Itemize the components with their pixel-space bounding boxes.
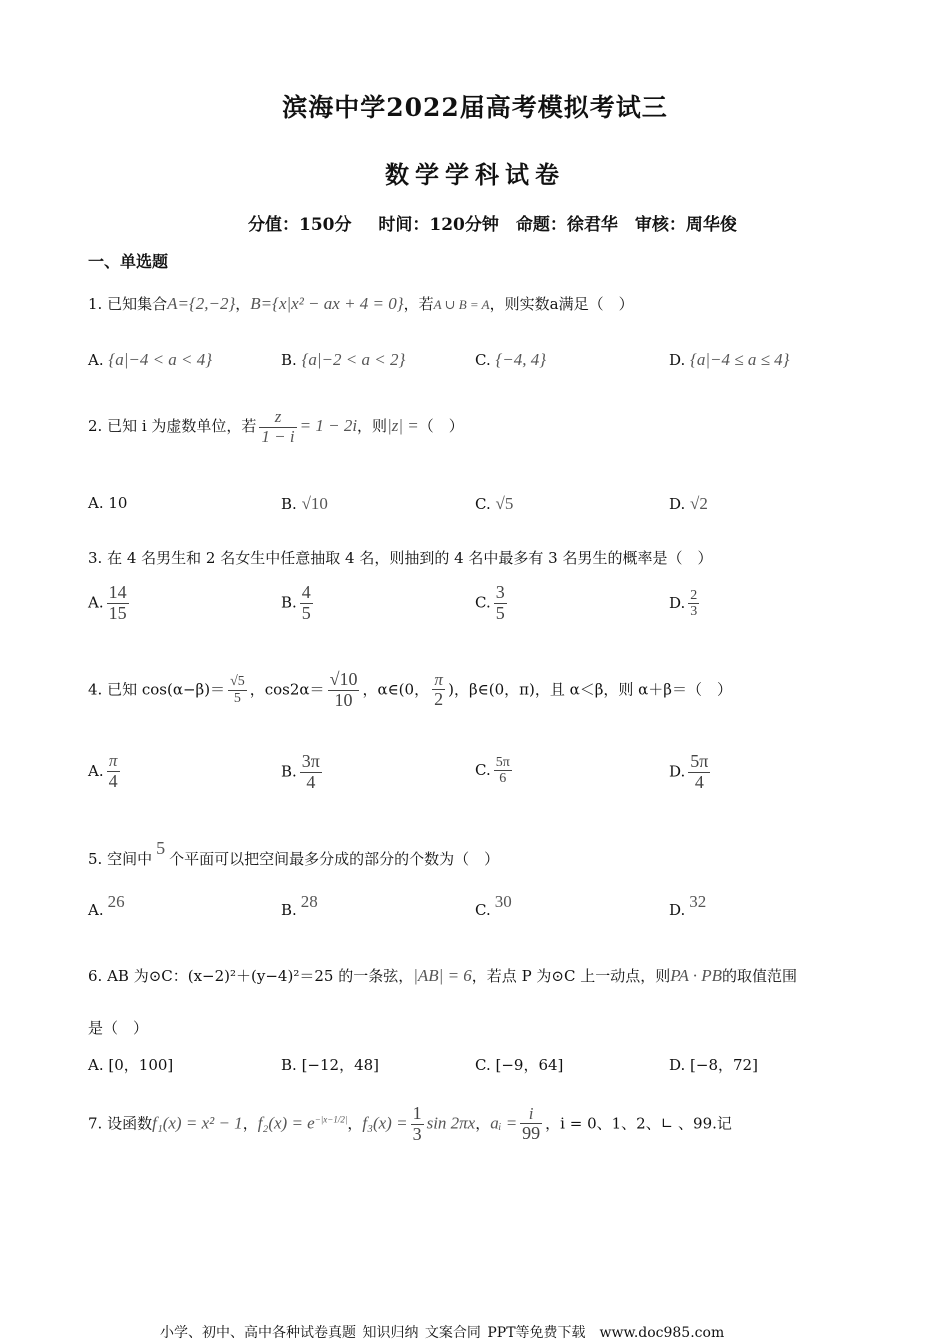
frac-den: 2 [434, 689, 444, 710]
exam-title: 滨海中学2022届高考模拟考试三 [282, 93, 668, 122]
option-label: A. [88, 761, 104, 780]
frac-den: 3 [412, 1123, 422, 1144]
q2-abs: |z| = [387, 416, 419, 436]
q1-option-b [281, 350, 405, 370]
frac-den: 5 [495, 602, 505, 623]
option-label: D. [669, 495, 686, 513]
option-label: B. [281, 1056, 297, 1074]
q7-text-pre: 7. 设函数 [88, 1114, 153, 1133]
q1-text-post: ，则实数a满足（ ） [489, 295, 634, 313]
option-fraction [494, 583, 507, 624]
option-value: √5 [495, 494, 514, 513]
q3-option-b [281, 583, 316, 624]
question-3: 3. 在 4 名男生和 2 名女生中任意抽取 4 名，则抽到的 4 名中最多有 3 名男生的概率是（ ） [88, 549, 713, 567]
option-label: A. [88, 351, 104, 369]
q6-math-pp: PA · PB [670, 966, 723, 985]
option-label: D. [669, 1056, 686, 1074]
frac-den: 99 [522, 1123, 541, 1144]
q6-option-c [475, 1054, 563, 1075]
question-5 [88, 838, 500, 869]
q6-option-d [669, 1054, 758, 1075]
option-label: D. [669, 593, 686, 612]
page-footer: 小学、初中、高中各种试卷真题 知识归纳 文案合同 PPT等免费下载 www.doc985.com [160, 1325, 725, 1341]
option-value: 32 [689, 892, 707, 911]
q2-fraction [259, 408, 296, 446]
q2-text-post: （ ） [418, 417, 464, 436]
q7-sep3: ， [475, 1114, 491, 1133]
question-1 [88, 294, 634, 315]
q4-text-mid1: ，cos2α＝ [249, 680, 325, 699]
frac-num: 4 [301, 582, 311, 602]
q2-text-mid: ，则 [357, 417, 388, 436]
q7-f2: f₂(x) = e [257, 1113, 315, 1133]
q4-option-b [281, 752, 325, 793]
option-value: [−8，72] [690, 1056, 758, 1074]
option-value: √2 [690, 494, 708, 513]
q7-sep2: ， [347, 1114, 363, 1133]
q6-option-b [281, 1054, 379, 1075]
option-fraction [107, 583, 129, 624]
option-label: A. [88, 494, 104, 512]
q7-text-post: ，i = 0、1、2、∟ 、99.记 [545, 1114, 732, 1133]
frac-den: 5 [301, 602, 311, 623]
frac-den: 6 [499, 771, 507, 787]
q2-eq: = 1 − 2i [299, 416, 358, 436]
frac-num: √5 [230, 674, 245, 690]
q5-option-c [475, 892, 512, 920]
frac-num: √10 [329, 669, 358, 689]
q1-math-a: A={2,−2} [167, 294, 236, 313]
frac-num: 3π [301, 751, 320, 771]
q6-text-post: 的取值范围 [722, 967, 798, 985]
q4-frac-2 [328, 670, 360, 711]
option-label: D. [669, 901, 686, 919]
option-label: B. [281, 593, 297, 612]
option-label: B. [281, 901, 297, 919]
option-value: [0，100] [108, 1056, 174, 1074]
option-value: √10 [301, 494, 328, 513]
option-fraction [688, 588, 699, 620]
q7-f3-post: sin 2πx [426, 1113, 476, 1133]
option-value: {−4, 4} [495, 350, 547, 369]
option-label: C. [475, 760, 491, 779]
option-label: C. [475, 495, 491, 513]
q5-text-pre: 5. 空间中 [88, 850, 153, 868]
q2-text-pre: 2. 已知 i 为虚数单位，若 [88, 417, 257, 436]
question-7 [88, 1104, 732, 1145]
frac-num: 3 [495, 582, 505, 602]
frac-num: π [432, 671, 445, 691]
option-value: 10 [108, 494, 128, 512]
q6-math-ab: |AB| = 6 [413, 966, 472, 985]
q6-text-mid: ，若点 P 为⊙C 上一动点，则 [471, 967, 671, 985]
question-6 [88, 966, 797, 986]
frac-den: 4 [306, 771, 316, 792]
q1-text-pre: 1. 已知集合 [88, 295, 168, 313]
frac-den: 5 [233, 690, 241, 706]
option-value: {a|−4 ≤ a ≤ 4} [690, 350, 790, 369]
option-fraction [494, 755, 512, 787]
q4-text-mid2: ，α∈(0， [362, 680, 430, 699]
option-value: 28 [300, 892, 318, 911]
q4-text-pre: 4. 已知 cos(α−β)＝ [88, 680, 226, 699]
q7-f2-exp: −|x−1/2| [314, 1114, 348, 1125]
option-label: C. [475, 901, 491, 919]
q7-f3-pre: f₃(x) = [362, 1113, 408, 1133]
option-value: 30 [494, 892, 512, 911]
q4-frac-1 [228, 674, 247, 706]
frac-den: 4 [108, 770, 118, 791]
q1-math-c: A ∪ B = A [433, 297, 490, 312]
frac-num: 5π [495, 755, 510, 770]
q2-frac-den: 1 − i [261, 426, 295, 446]
q5-option-d [669, 892, 707, 920]
q5-option-a [88, 892, 125, 920]
q1-text-mid1: ， [235, 295, 251, 313]
option-label: A. [88, 593, 104, 612]
q4-option-a [88, 752, 123, 791]
frac-den: 4 [694, 771, 704, 792]
question-2 [88, 408, 464, 446]
option-value: [−12，48] [301, 1056, 380, 1074]
q6-text-pre: 6. AB 为⊙C：(x−2)²＋(y−4)²＝25 的一条弦， [88, 967, 414, 985]
q1-math-b: B={x|x² − ax + 4 = 0} [250, 294, 404, 313]
option-label: C. [475, 593, 491, 612]
option-label: A. [88, 901, 104, 919]
option-label: C. [475, 1056, 491, 1074]
option-fraction [300, 583, 313, 624]
option-fraction [107, 752, 120, 791]
frac-num: 2 [690, 588, 698, 603]
q3-option-a [88, 583, 132, 624]
q3-option-c [475, 583, 510, 624]
frac-den: 15 [108, 602, 127, 623]
q1-text-mid2: ，若 [403, 295, 434, 313]
q1-option-a [88, 350, 212, 370]
q4-text-post: )，β∈(0，π)，且 α＜β，则 α＋β＝（ ） [448, 680, 732, 699]
frac-num: 14 [108, 582, 127, 602]
q4-option-c [475, 755, 515, 787]
option-label: D. [669, 351, 686, 369]
q7-f3-frac [411, 1104, 424, 1145]
q2-option-d [669, 494, 708, 514]
option-label: B. [281, 351, 297, 369]
section-title: 一、单选题 [88, 252, 169, 271]
frac-num: i [520, 1105, 542, 1125]
option-fraction [688, 752, 710, 793]
frac-num: 5π [690, 751, 709, 771]
q1-option-c [475, 350, 546, 370]
q2-option-a [88, 494, 127, 512]
exam-info: 分值：150分 时间：120分钟 命题：徐君华 审核：周华俊 [248, 215, 737, 235]
option-fraction [300, 752, 322, 793]
option-value: [−9，64] [495, 1056, 564, 1074]
q2-option-b [281, 494, 328, 514]
question-6-line2: 是（ ） [88, 1019, 149, 1037]
option-label: D. [669, 762, 686, 781]
q7-ai-frac [520, 1105, 542, 1144]
q7-f1: f₁(x) = x² − 1 [152, 1113, 243, 1133]
frac-den: 3 [690, 604, 698, 620]
q4-frac-3 [432, 671, 445, 710]
q7-sep1: ， [242, 1114, 258, 1133]
exam-subtitle: 数学学科试卷 [385, 160, 565, 189]
option-label: B. [281, 495, 297, 513]
q5-text-post: 个平面可以把空间最多分成的部分的个数为（ ） [169, 850, 500, 868]
option-value: {a|−4 < a < 4} [108, 350, 213, 369]
option-label: C. [475, 351, 491, 369]
frac-num: π [107, 752, 120, 772]
question-4 [88, 670, 732, 711]
q2-frac-num: z [259, 408, 296, 428]
q4-option-d [669, 752, 713, 793]
q5-math: 5 [156, 838, 166, 858]
q7-ai-pre: aᵢ = [490, 1113, 518, 1133]
q5-option-b [281, 892, 318, 920]
frac-num: 1 [412, 1103, 422, 1123]
q3-option-d [669, 588, 702, 620]
q2-option-c [475, 494, 513, 514]
option-value: {a|−2 < a < 2} [301, 350, 406, 369]
option-label: B. [281, 762, 297, 781]
option-value: 26 [107, 892, 125, 911]
frac-den: 10 [334, 689, 353, 710]
q1-option-d [669, 350, 789, 370]
q6-option-a [88, 1054, 173, 1075]
option-label: A. [88, 1056, 104, 1074]
